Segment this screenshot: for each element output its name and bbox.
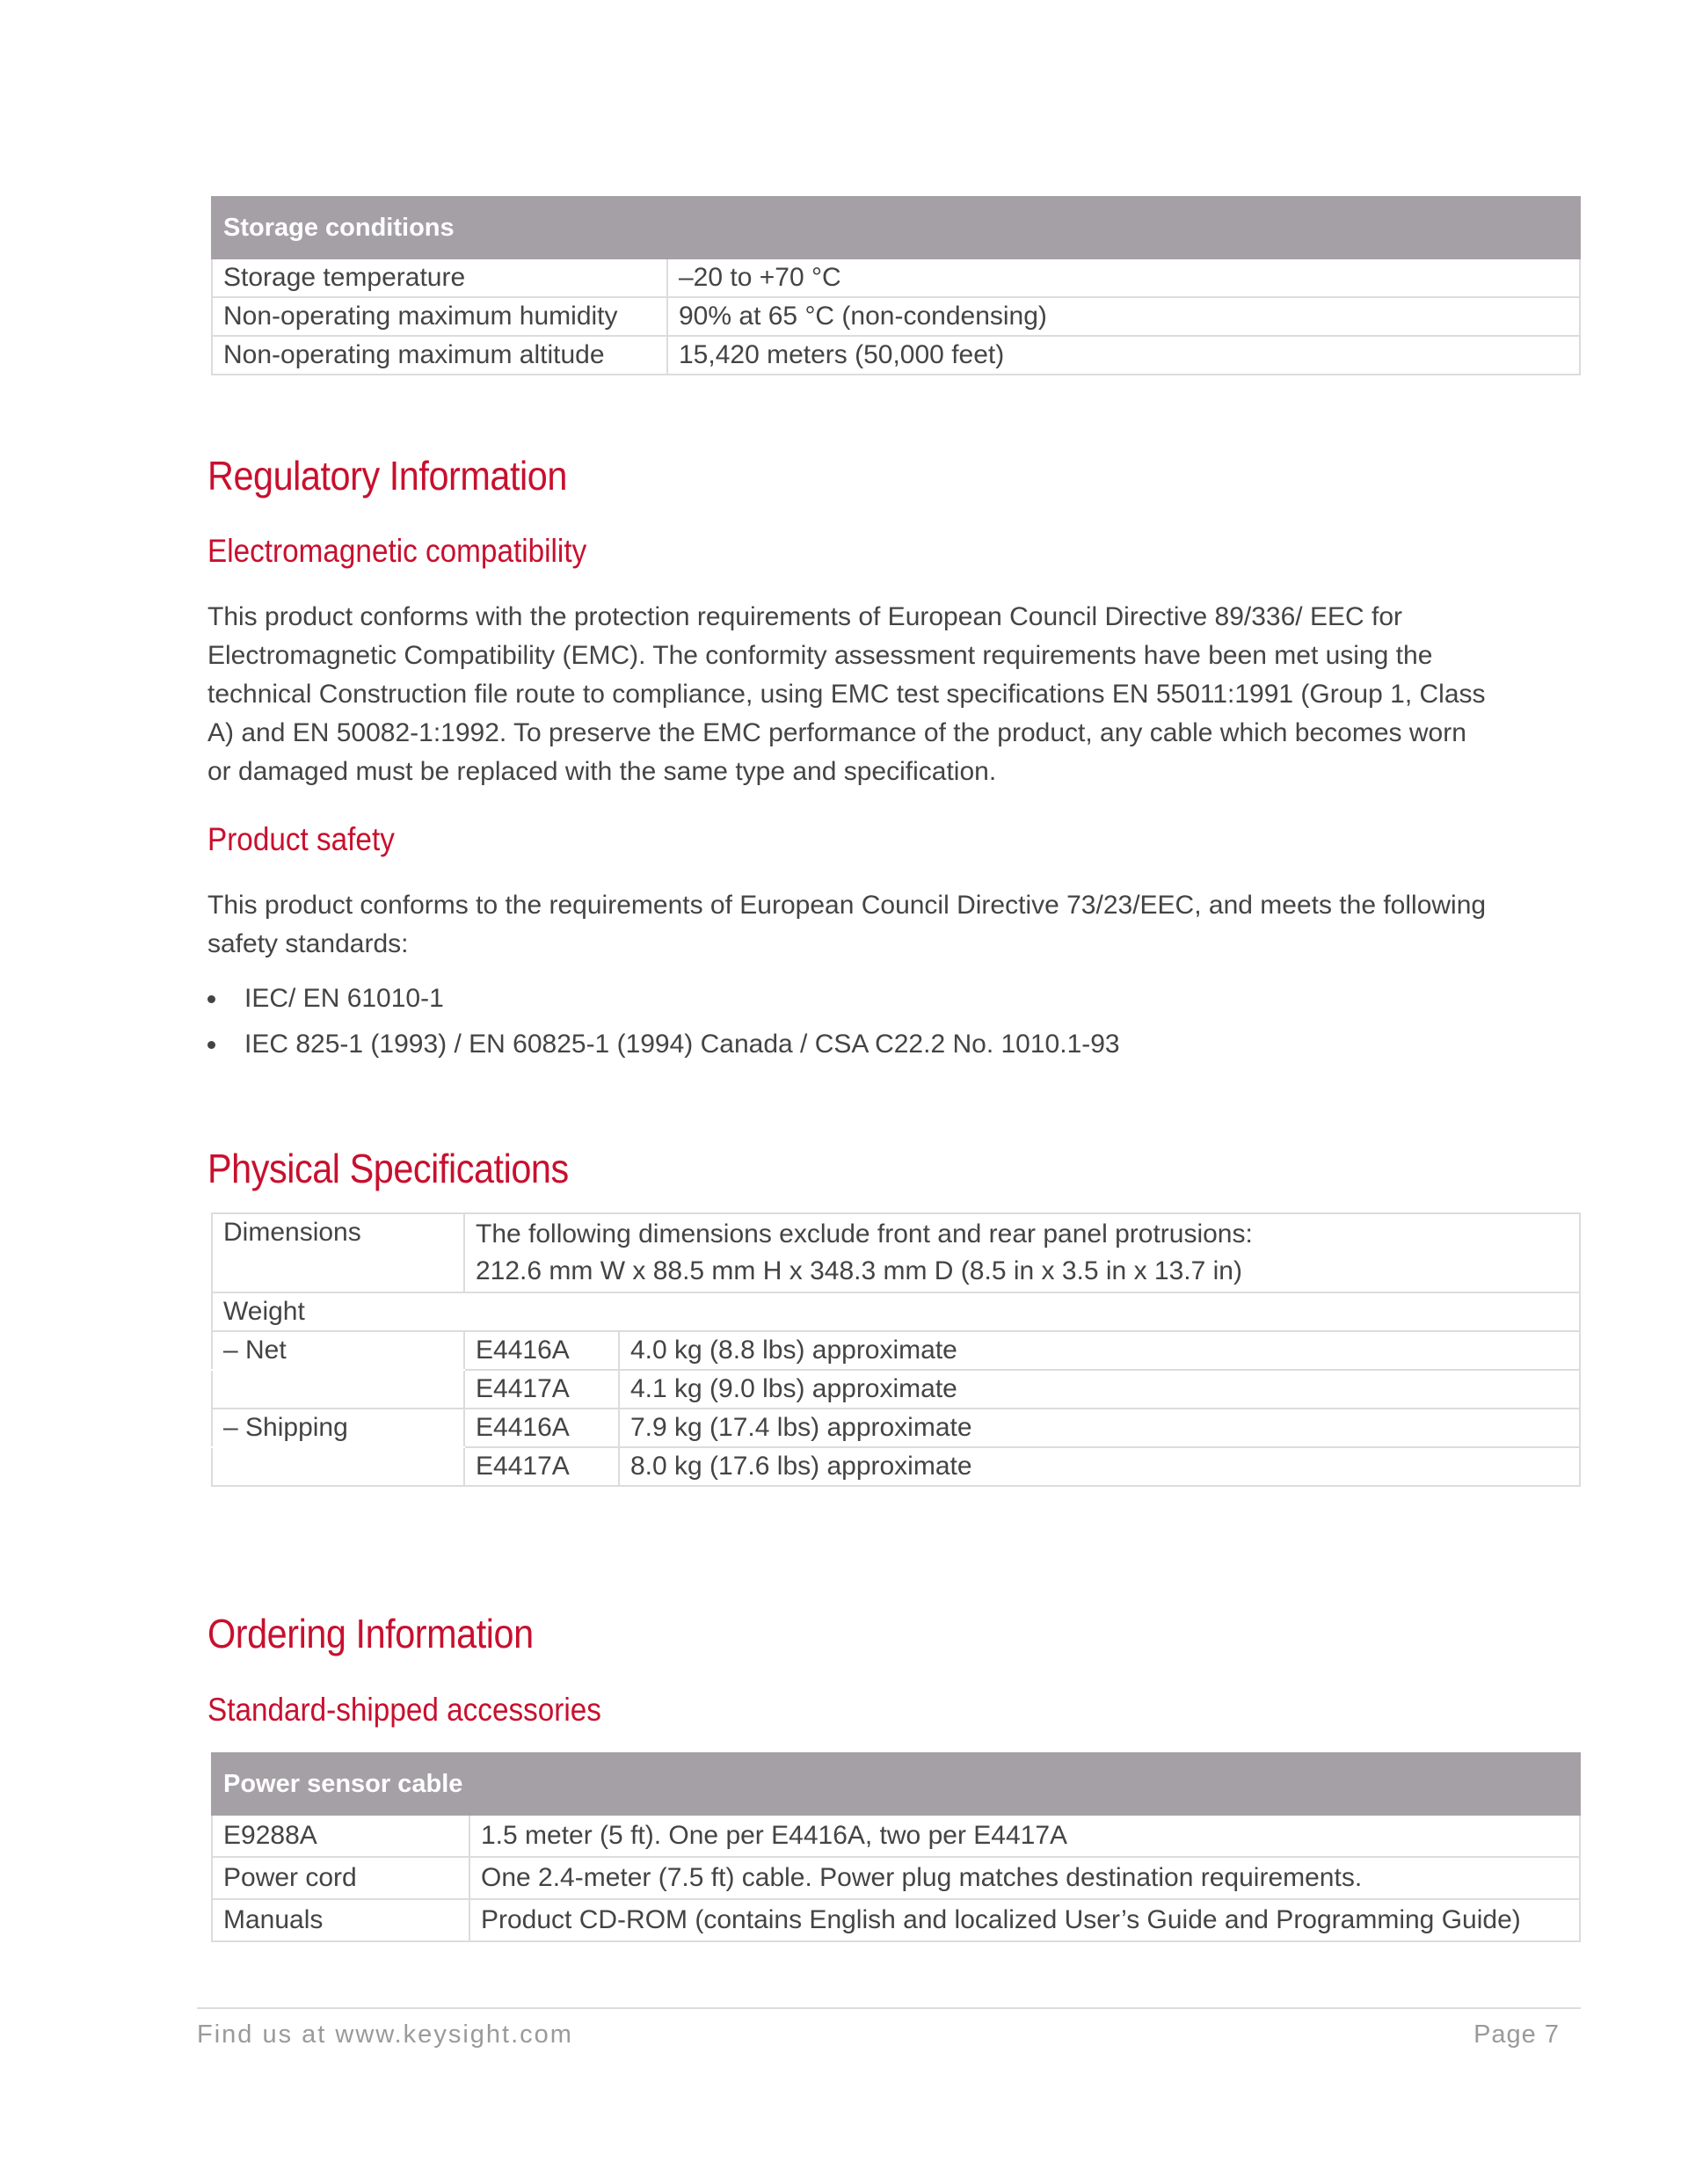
list-item [207, 976, 1120, 1022]
bullet-icon [207, 995, 215, 1003]
accessories-table [211, 1752, 1581, 1942]
ordering-information-title: Ordering Information [207, 1611, 534, 1656]
product-safety-heading: Product safety [207, 821, 395, 857]
standard-accessories-heading: Standard-shipped accessories [207, 1692, 601, 1728]
footer-divider [197, 2007, 1581, 2009]
table-cell-value: 8.0 kg (17.6 lbs) approximate [619, 1447, 1580, 1486]
table-row [212, 297, 1580, 336]
shipping-label: – Shipping [212, 1409, 464, 1447]
table-cell-model: E4417A [464, 1447, 619, 1486]
footer-website-text: Find us at www.keysight.com [197, 2020, 573, 2049]
table-cell-value: 4.0 kg (8.8 lbs) approximate [619, 1331, 1580, 1370]
table-row [212, 336, 1580, 375]
table-cell-empty [212, 1370, 464, 1409]
list-item-text: IEC/ EN 61010-1 [244, 984, 444, 1013]
emc-paragraph: This product conforms with the protection requirements of European Council Directive 89/336/ EEC for Electromagnetic Compatibility (EMC). The conformity assessment requirements have been met using the technical Construction file route to compliance, using EMC test specifications EN 55011:1991 (Group 1, Class A) and EN 50082-1:1992. To preserve the EMC performance of the product, any cable which becomes worn or damaged must be replaced with the same type and specification. [207, 602, 1486, 786]
dimensions-line-1: The following dimensions exclude front and rear panel protrusions: [476, 1219, 1253, 1249]
list-item-text: IEC 825-1 (1993) / EN 60825-1 (1994) Canada / CSA C22.2 No. 1010.1-93 [244, 1030, 1120, 1059]
page-number: Page 7 [1473, 2020, 1560, 2049]
table-cell-value: 15,420 meters (50,000 feet) [667, 336, 1580, 375]
table-cell-label: Dimensions [212, 1213, 464, 1292]
table-cell-label: Non-operating maximum altitude [212, 336, 667, 375]
bullet-icon [207, 1041, 215, 1049]
table-row [212, 1370, 1580, 1409]
storage-conditions-table [211, 196, 1581, 375]
table-row [212, 1815, 1580, 1857]
table-cell-value: 1.5 meter (5 ft). One per E4416A, two per E4417A [469, 1815, 1580, 1857]
weight-label: Weight [212, 1292, 1580, 1331]
regulatory-title: Regulatory Information [207, 453, 567, 499]
table-row [212, 1447, 1580, 1486]
table-row [212, 258, 1580, 297]
product-safety-paragraph: This product conforms to the requirements of European Council Directive 73/23/EEC, and meets the following safety standards: [207, 891, 1487, 958]
table-row [212, 1331, 1580, 1370]
net-label: – Net [212, 1331, 464, 1370]
accessories-table-header: Power sensor cable [212, 1753, 1580, 1815]
table-cell-value: Product CD-ROM (contains English and localized User’s Guide and Programming Guide) [469, 1899, 1580, 1941]
dimensions-line-2: 212.6 mm W x 88.5 mm H x 348.3 mm D (8.5 in x 3.5 in x 13.7 in) [476, 1256, 1242, 1285]
table-cell-label: Storage temperature [212, 258, 667, 297]
storage-table-header: Storage conditions [212, 197, 1580, 258]
table-cell-label: Manuals [212, 1899, 469, 1941]
safety-standards-list [207, 976, 1120, 1067]
physical-specifications-table [211, 1212, 1581, 1487]
dimensions-cell [464, 1213, 1580, 1292]
list-item [207, 1022, 1120, 1067]
table-cell-value: 4.1 kg (9.0 lbs) approximate [619, 1370, 1580, 1409]
table-cell-label: Non-operating maximum humidity [212, 297, 667, 336]
table-cell-model: E4416A [464, 1409, 619, 1447]
table-row [212, 1292, 1580, 1331]
physical-specifications-title: Physical Specifications [207, 1146, 569, 1191]
table-cell-model: E4416A [464, 1331, 619, 1370]
table-cell-value: –20 to +70 °C [667, 258, 1580, 297]
table-row [212, 1857, 1580, 1899]
emc-heading: Electromagnetic compatibility [207, 533, 587, 569]
table-cell-label: E9288A [212, 1815, 469, 1857]
table-cell-value: 90% at 65 °C (non-condensing) [667, 297, 1580, 336]
table-cell-model: E4417A [464, 1370, 619, 1409]
table-row [212, 1409, 1580, 1447]
table-cell-value: 7.9 kg (17.4 lbs) approximate [619, 1409, 1580, 1447]
table-cell-empty [212, 1447, 464, 1486]
table-row [212, 1899, 1580, 1941]
table-row [212, 1213, 1580, 1292]
table-cell-value: One 2.4-meter (7.5 ft) cable. Power plug matches destination requirements. [469, 1857, 1580, 1899]
table-cell-label: Power cord [212, 1857, 469, 1899]
